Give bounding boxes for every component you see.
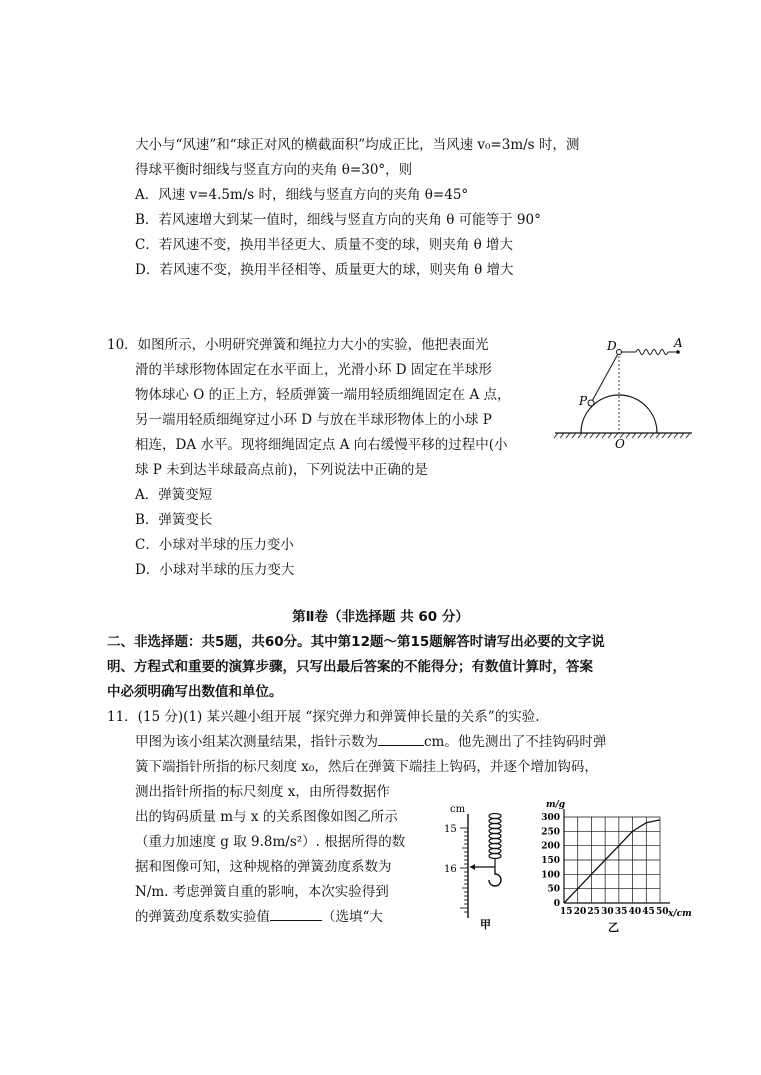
chart-x-tick-label: 15 <box>560 907 573 917</box>
chart-caption: 乙 <box>608 921 619 934</box>
q10-line5: 相连，DA 水平。现将细绳固定点 A 向右缓慢平移的过程中(小 <box>135 437 508 453</box>
chart-x-tick-label: 50 <box>656 907 669 917</box>
q10-line1: 10．如图所示，小明研究弹簧和绳拉力大小的实验，他把表面光 <box>107 337 489 353</box>
chart-y-tick-label: 200 <box>541 841 560 852</box>
q11-line9 <box>135 905 383 925</box>
chart-y-tick-label: 250 <box>541 827 560 838</box>
fig-jia-caption: 甲 <box>480 918 491 930</box>
q11-line3: 簧下端指针所指的标尺刻度 x₀，然后在弹簧下端挂上钩码，并逐个增加钩码， <box>135 759 598 775</box>
chart-x-tick-label: 35 <box>614 907 628 917</box>
label-P: P <box>579 394 588 408</box>
ruler-unit: cm <box>450 804 466 815</box>
answer-blank-compare[interactable] <box>270 908 322 921</box>
q9-option-c: C．若风速不变，换用半径更大、质量不变的球，则夹角 θ 增大 <box>135 237 514 253</box>
q11-line5: 出的钩码质量 m与 x 的关系图像如图乙所示 <box>135 809 398 825</box>
q11-line7: 据和图像可知，这种规格的弹簧劲度系数为 <box>135 859 392 875</box>
q11-line9-part1: 的弹簧劲度系数实验值 <box>135 909 270 925</box>
q11-line2-part2: cm。他先测出了不挂钩码时弹 <box>424 734 607 750</box>
q9-text-line2: 得球平衡时细线与竖直方向的夹角 θ=30°，则 <box>135 162 413 178</box>
q10-option-b: B．弹簧变长 <box>135 512 213 528</box>
q10-line4: 另一端用轻质细绳穿过小环 D 与放在半球形物体上的小球 P <box>135 412 492 428</box>
chart-x-tick-label: 25 <box>587 907 600 917</box>
label-O: O <box>615 437 625 451</box>
q11-line9-part2: （选填“大 <box>322 909 383 925</box>
label-D: D <box>607 339 617 353</box>
q11-line8: N/m. 考虑弹簧自重的影响，本次实验得到 <box>135 884 389 900</box>
q9-option-a: A．风速 v=4.5m/s 时，细线与竖直方向的夹角 θ=45° <box>135 187 469 203</box>
part2-title: 第Ⅱ卷（非选择题 共 60 分） <box>292 609 469 625</box>
chart-series-line <box>564 820 660 903</box>
q11-line1: 11．(15 分)(1) 某兴趣小组开展 “探究弹力和弹簧伸长量的关系”的实验. <box>107 709 540 725</box>
chart-x-tick-label: 45 <box>642 907 655 917</box>
q10-line6: 球 P 未到达半球最高点前)，下列说法中正确的是 <box>135 462 428 478</box>
answer-blank-pointer[interactable] <box>378 733 424 746</box>
chart-y-tick-label: 50 <box>547 884 560 895</box>
chart-y-tick-label: 300 <box>541 813 560 823</box>
q11-line2-part1: 甲图为该小组某次测量结果，指针示数为 <box>135 734 378 750</box>
q10-line3: 物体球心 O 的正上方，轻质弹簧一端用轻质细绳固定在 A 点， <box>135 387 511 403</box>
q9-option-b: B．若风速增大到某一值时，细线与竖直方向的夹角 θ 可能等于 90° <box>135 212 541 228</box>
chart-x-tick-label: 20 <box>573 907 587 917</box>
label-A: A <box>674 336 683 350</box>
chart-ylabel: m/g <box>546 800 566 810</box>
q11-line4: 测出指针所指的标尺刻度 x，由所得数据作 <box>135 784 390 800</box>
q9-text-line1: 大小与“风速”和“球正对风的横截面积”均成正比，当风速 v₀=3m/s 时，测 <box>135 137 580 153</box>
chart-x-tick-label: 40 <box>628 907 642 917</box>
chart-y-tick-label: 0 <box>553 899 560 909</box>
q11-line6: （重力加速度 g 取 9.8m/s²）. 根据所得的数 <box>135 834 406 850</box>
part2-instr-line2: 明、方程式和重要的演算步骤，只写出最后答案的不能得分；有数值计算时，答案 <box>107 659 593 675</box>
fig-yi-chart <box>530 795 700 935</box>
q10-line2: 滑的半球形物体固定在水平面上，光滑小环 D 固定在半球形 <box>135 362 492 378</box>
part2-instr-line3: 中必须明确写出数值和单位。 <box>107 684 283 700</box>
chart-y-tick-label: 100 <box>541 870 560 881</box>
ruler-tick-16: 16 <box>444 864 457 875</box>
q10-option-d: D．小球对半球的压力变大 <box>135 562 295 578</box>
chart-y-tick-label: 150 <box>541 856 560 866</box>
q11-line2 <box>135 730 606 750</box>
q10-figure <box>550 335 700 455</box>
chart-x-tick-label: 30 <box>601 907 614 917</box>
part2-instr-line1: 二、非选择题：共5题，共60分。其中第12题～第15题解答时请写出必要的文字说 <box>107 634 605 650</box>
q10-option-c: C．小球对半球的压力变小 <box>135 537 294 553</box>
ruler-tick-15: 15 <box>444 824 457 835</box>
q9-option-d: D．若风速不变，换用半径相等、质量更大的球，则夹角 θ 增大 <box>135 262 514 278</box>
chart-xlabel: x/cm <box>668 909 692 919</box>
q10-option-a: A．弹簧变短 <box>135 487 213 503</box>
fig-jia-ruler-spring <box>440 800 520 930</box>
